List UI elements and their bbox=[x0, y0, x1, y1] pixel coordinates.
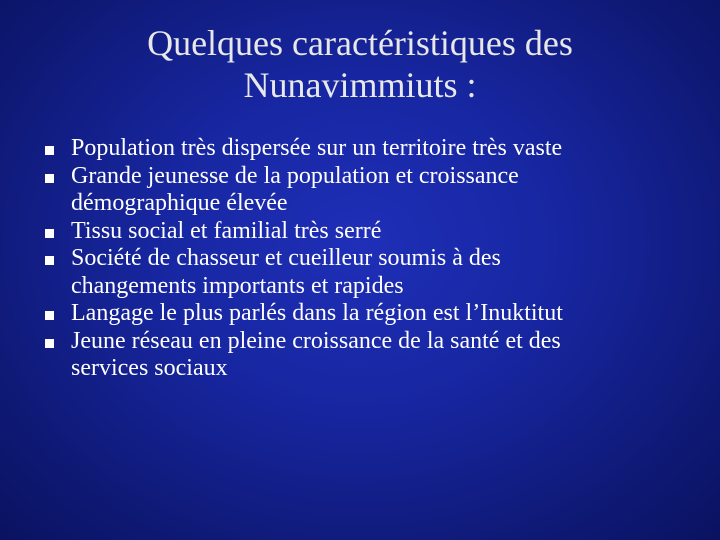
bullet-text-line: démographique élevée bbox=[71, 190, 288, 216]
bullet-text-line: Grande jeunesse de la population et croissance bbox=[71, 162, 519, 189]
slide-title-line-2: Nunavimmiuts : bbox=[243, 65, 477, 105]
bullet-item bbox=[44, 245, 684, 300]
bullet-text-line: Tissu social et familial très serré bbox=[71, 217, 382, 244]
bullet-text-line: services sociaux bbox=[71, 355, 228, 381]
square-bullet-icon bbox=[45, 311, 54, 320]
bullet-item bbox=[44, 163, 684, 218]
slide-title-line-1: Quelques caractéristiques des bbox=[147, 23, 573, 63]
square-bullet-icon bbox=[45, 174, 54, 183]
bullet-text-line: Jeune réseau en pleine croissance de la santé et des bbox=[71, 327, 561, 354]
bullet-item bbox=[44, 218, 684, 246]
square-bullet-icon bbox=[45, 256, 54, 265]
bullet-text-line: changements importants et rapides bbox=[71, 272, 404, 299]
bullet-item bbox=[44, 135, 684, 163]
square-bullet-icon bbox=[45, 146, 54, 155]
bullet-item bbox=[44, 300, 684, 328]
bullet-item bbox=[44, 328, 684, 383]
bullet-list bbox=[44, 135, 684, 383]
bullet-text-line: Population très dispersée sur un territoire très vaste bbox=[71, 135, 563, 161]
slide-title bbox=[40, 22, 680, 106]
square-bullet-icon bbox=[45, 229, 54, 238]
square-bullet-icon bbox=[45, 339, 54, 348]
bullet-text-line: Société de chasseur et cueilleur soumis à des bbox=[71, 245, 501, 271]
bullet-text-line: Langage le plus parlés dans la région est l’Inuktitut bbox=[71, 300, 563, 326]
